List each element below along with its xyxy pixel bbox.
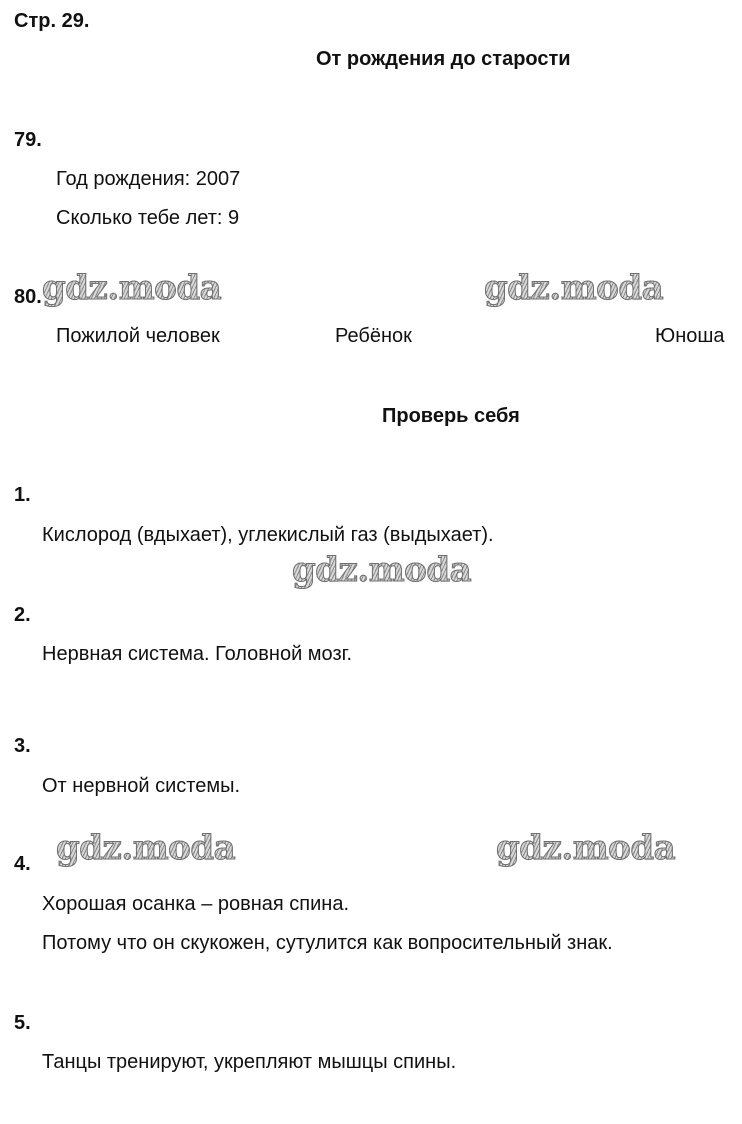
watermark-logo: gdz.moda	[42, 268, 222, 308]
check-title: Проверь себя	[382, 405, 520, 427]
check-2-answer: Нервная система. Головной мозг.	[42, 643, 353, 665]
check-2-number: 2.	[14, 604, 31, 626]
task-80-label-elderly: Пожилой человек	[56, 325, 220, 347]
task-79-line-2: Сколько тебе лет: 9	[56, 207, 240, 229]
check-5-answer: Танцы тренируют, укрепляют мышцы спины.	[42, 1051, 457, 1073]
check-3-number: 3.	[14, 735, 31, 757]
check-4-number: 4.	[14, 853, 31, 875]
task-79-number: 79.	[14, 129, 42, 151]
task-80-label-child: Ребёнок	[335, 325, 412, 347]
check-1-answer: Кислород (вдыхает), углекислый газ (выдыхает).	[42, 524, 494, 546]
section-title: От рождения до старости	[316, 48, 571, 70]
watermark-logo: gdz.moda	[496, 828, 676, 868]
task-80-label-youth: Юноша	[655, 325, 725, 347]
task-79-line-1: Год рождения: 2007	[56, 168, 241, 190]
check-1-number: 1.	[14, 484, 31, 506]
page-label: Стр. 29.	[14, 10, 90, 32]
task-80-number: 80.	[14, 286, 42, 308]
check-4-answer-line-2: Потому что он скукожен, сутулится как вопросительный знак.	[42, 932, 613, 954]
watermark-logo: gdz.moda	[292, 550, 472, 590]
check-3-answer: От нервной системы.	[42, 775, 240, 797]
check-5-number: 5.	[14, 1012, 31, 1034]
watermark-logo: gdz.moda	[56, 828, 236, 868]
watermark-logo: gdz.moda	[484, 268, 664, 308]
check-4-answer-line-1: Хорошая осанка – ровная спина.	[42, 893, 350, 915]
